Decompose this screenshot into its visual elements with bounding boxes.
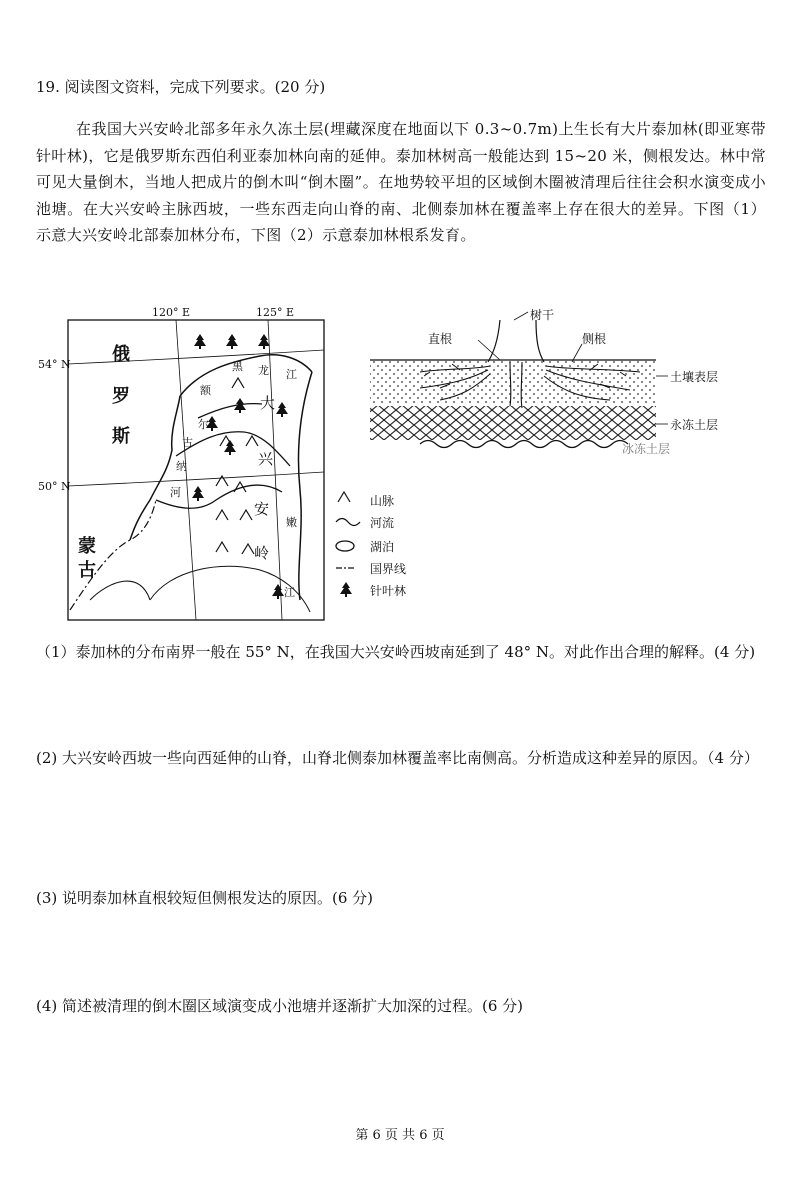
conifer-icon xyxy=(258,334,270,349)
river-char: 龙 xyxy=(258,364,269,377)
lat-label-54: 54° N xyxy=(38,358,71,371)
taproot-label: 直根 xyxy=(428,332,453,346)
country-char: 古 xyxy=(78,560,96,581)
trunk-label: 树干 xyxy=(530,308,555,322)
mountain-icon xyxy=(216,510,228,520)
region-char: 额 xyxy=(200,384,211,397)
trunk xyxy=(488,320,544,362)
river-icon xyxy=(336,519,360,526)
question-title: 19. 阅读图文资料，完成下列要求。(20 分) xyxy=(36,78,326,96)
root-diagram xyxy=(360,300,790,470)
subquestion-2: (2) 大兴安岭西坡一些向西延伸的山脊，山脊北侧泰加林覆盖率比南侧高。分析造成这种差异的原因。（4 分） xyxy=(36,749,759,767)
conifer-icon xyxy=(276,402,288,417)
conifer-icon xyxy=(194,334,206,349)
topsoil-label: 土壤表层 xyxy=(670,370,719,384)
river-sw xyxy=(90,581,150,600)
legend-label: 国界线 xyxy=(370,562,407,576)
mountain-icon xyxy=(338,492,350,502)
lateral-root-label: 侧根 xyxy=(582,332,607,346)
conifer-icon xyxy=(272,584,284,599)
legend-label: 山脉 xyxy=(370,494,395,508)
nen-char: 江 xyxy=(284,586,295,599)
subquestion-4: (4) 简述被清理的倒木圈区域演变成小池塘并逐渐扩大加深的过程。(6 分) xyxy=(36,997,524,1015)
map-figure xyxy=(0,300,420,630)
conifer-icon xyxy=(340,582,352,597)
nen-river xyxy=(299,372,313,600)
mountain-icon xyxy=(216,542,228,552)
lon-label-120: 120° E xyxy=(152,306,191,319)
region-char: 尔 xyxy=(198,418,209,431)
page-footer: 第 6 页 共 6 页 xyxy=(355,1128,445,1143)
map-svg xyxy=(0,300,420,630)
lake-icon xyxy=(336,541,354,551)
permafrost-label: 永冻土层 xyxy=(670,418,719,432)
permafrost-layer xyxy=(370,406,656,440)
mountain-icon xyxy=(232,378,244,388)
legend-label: 河流 xyxy=(370,516,395,530)
mountain-icon xyxy=(240,510,252,520)
river-char: 黑 xyxy=(232,360,243,373)
mountain-char: 大 xyxy=(260,394,276,412)
country-char: 罗 xyxy=(112,386,130,407)
mountain-char: 兴 xyxy=(258,450,274,468)
river-char: 江 xyxy=(286,368,297,381)
mountain-icon xyxy=(246,436,258,446)
region-char: 河 xyxy=(170,486,181,499)
mountain-icon xyxy=(242,544,254,554)
topsoil-layer xyxy=(370,360,656,404)
country-char: 俄 xyxy=(112,344,130,365)
conifer-icon xyxy=(192,486,204,501)
lat-label-50: 50° N xyxy=(38,480,71,493)
country-char: 蒙 xyxy=(78,536,96,557)
mountain-char: 安 xyxy=(254,500,270,518)
mountain-char: 岭 xyxy=(254,544,270,562)
lon-label-125: 125° E xyxy=(256,306,295,319)
region-char: 纳 xyxy=(176,460,187,473)
map-frame xyxy=(68,320,324,620)
parallel-50 xyxy=(68,472,324,486)
legend-label: 湖泊 xyxy=(370,540,395,554)
legend-label: 针叶林 xyxy=(370,584,407,598)
argun-river xyxy=(130,396,180,540)
nen-char: 嫩 xyxy=(286,516,297,529)
country-char: 斯 xyxy=(112,426,130,447)
region-char: 古 xyxy=(182,436,193,449)
meridian-125 xyxy=(268,320,282,620)
subquestion-3: (3) 说明泰加林直根较短但侧根发达的原因。(6 分) xyxy=(36,889,374,907)
conifer-icon xyxy=(226,334,238,349)
permafrost-wave xyxy=(420,441,628,448)
root-svg xyxy=(360,300,790,470)
permafrost-faded-label: 冰冻土层 xyxy=(622,442,671,456)
intro-paragraph: 在我国大兴安岭北部多年永久冻土层(埋藏深度在地面以下 0.3~0.7m)上生长有大片泰加林(即亚寒带针叶林)，它是俄罗斯东西伯利亚泰加林向南的延伸。泰加林树高一般能达到 15~20 米，侧根发达。林中常可见大量倒木，当地人把成片的倒木叫“倒木圈”。在地势较平坦的区域倒木圈被清理后往往会积水演变成小池塘。在大兴安岭主脉西坡，一些东西走向山脊的南、北侧泰加林在覆盖率上存在很大的差异。下图（1）示意大兴安岭北部泰加林分布，下图（2）示意泰加林根系发育。 xyxy=(36,120,766,244)
subquestion-1: （1）泰加林的分布南界一般在 55° N，在我国大兴安岭西坡南延到了 48° N。对此作出合理的解释。(4 分) xyxy=(36,643,756,661)
